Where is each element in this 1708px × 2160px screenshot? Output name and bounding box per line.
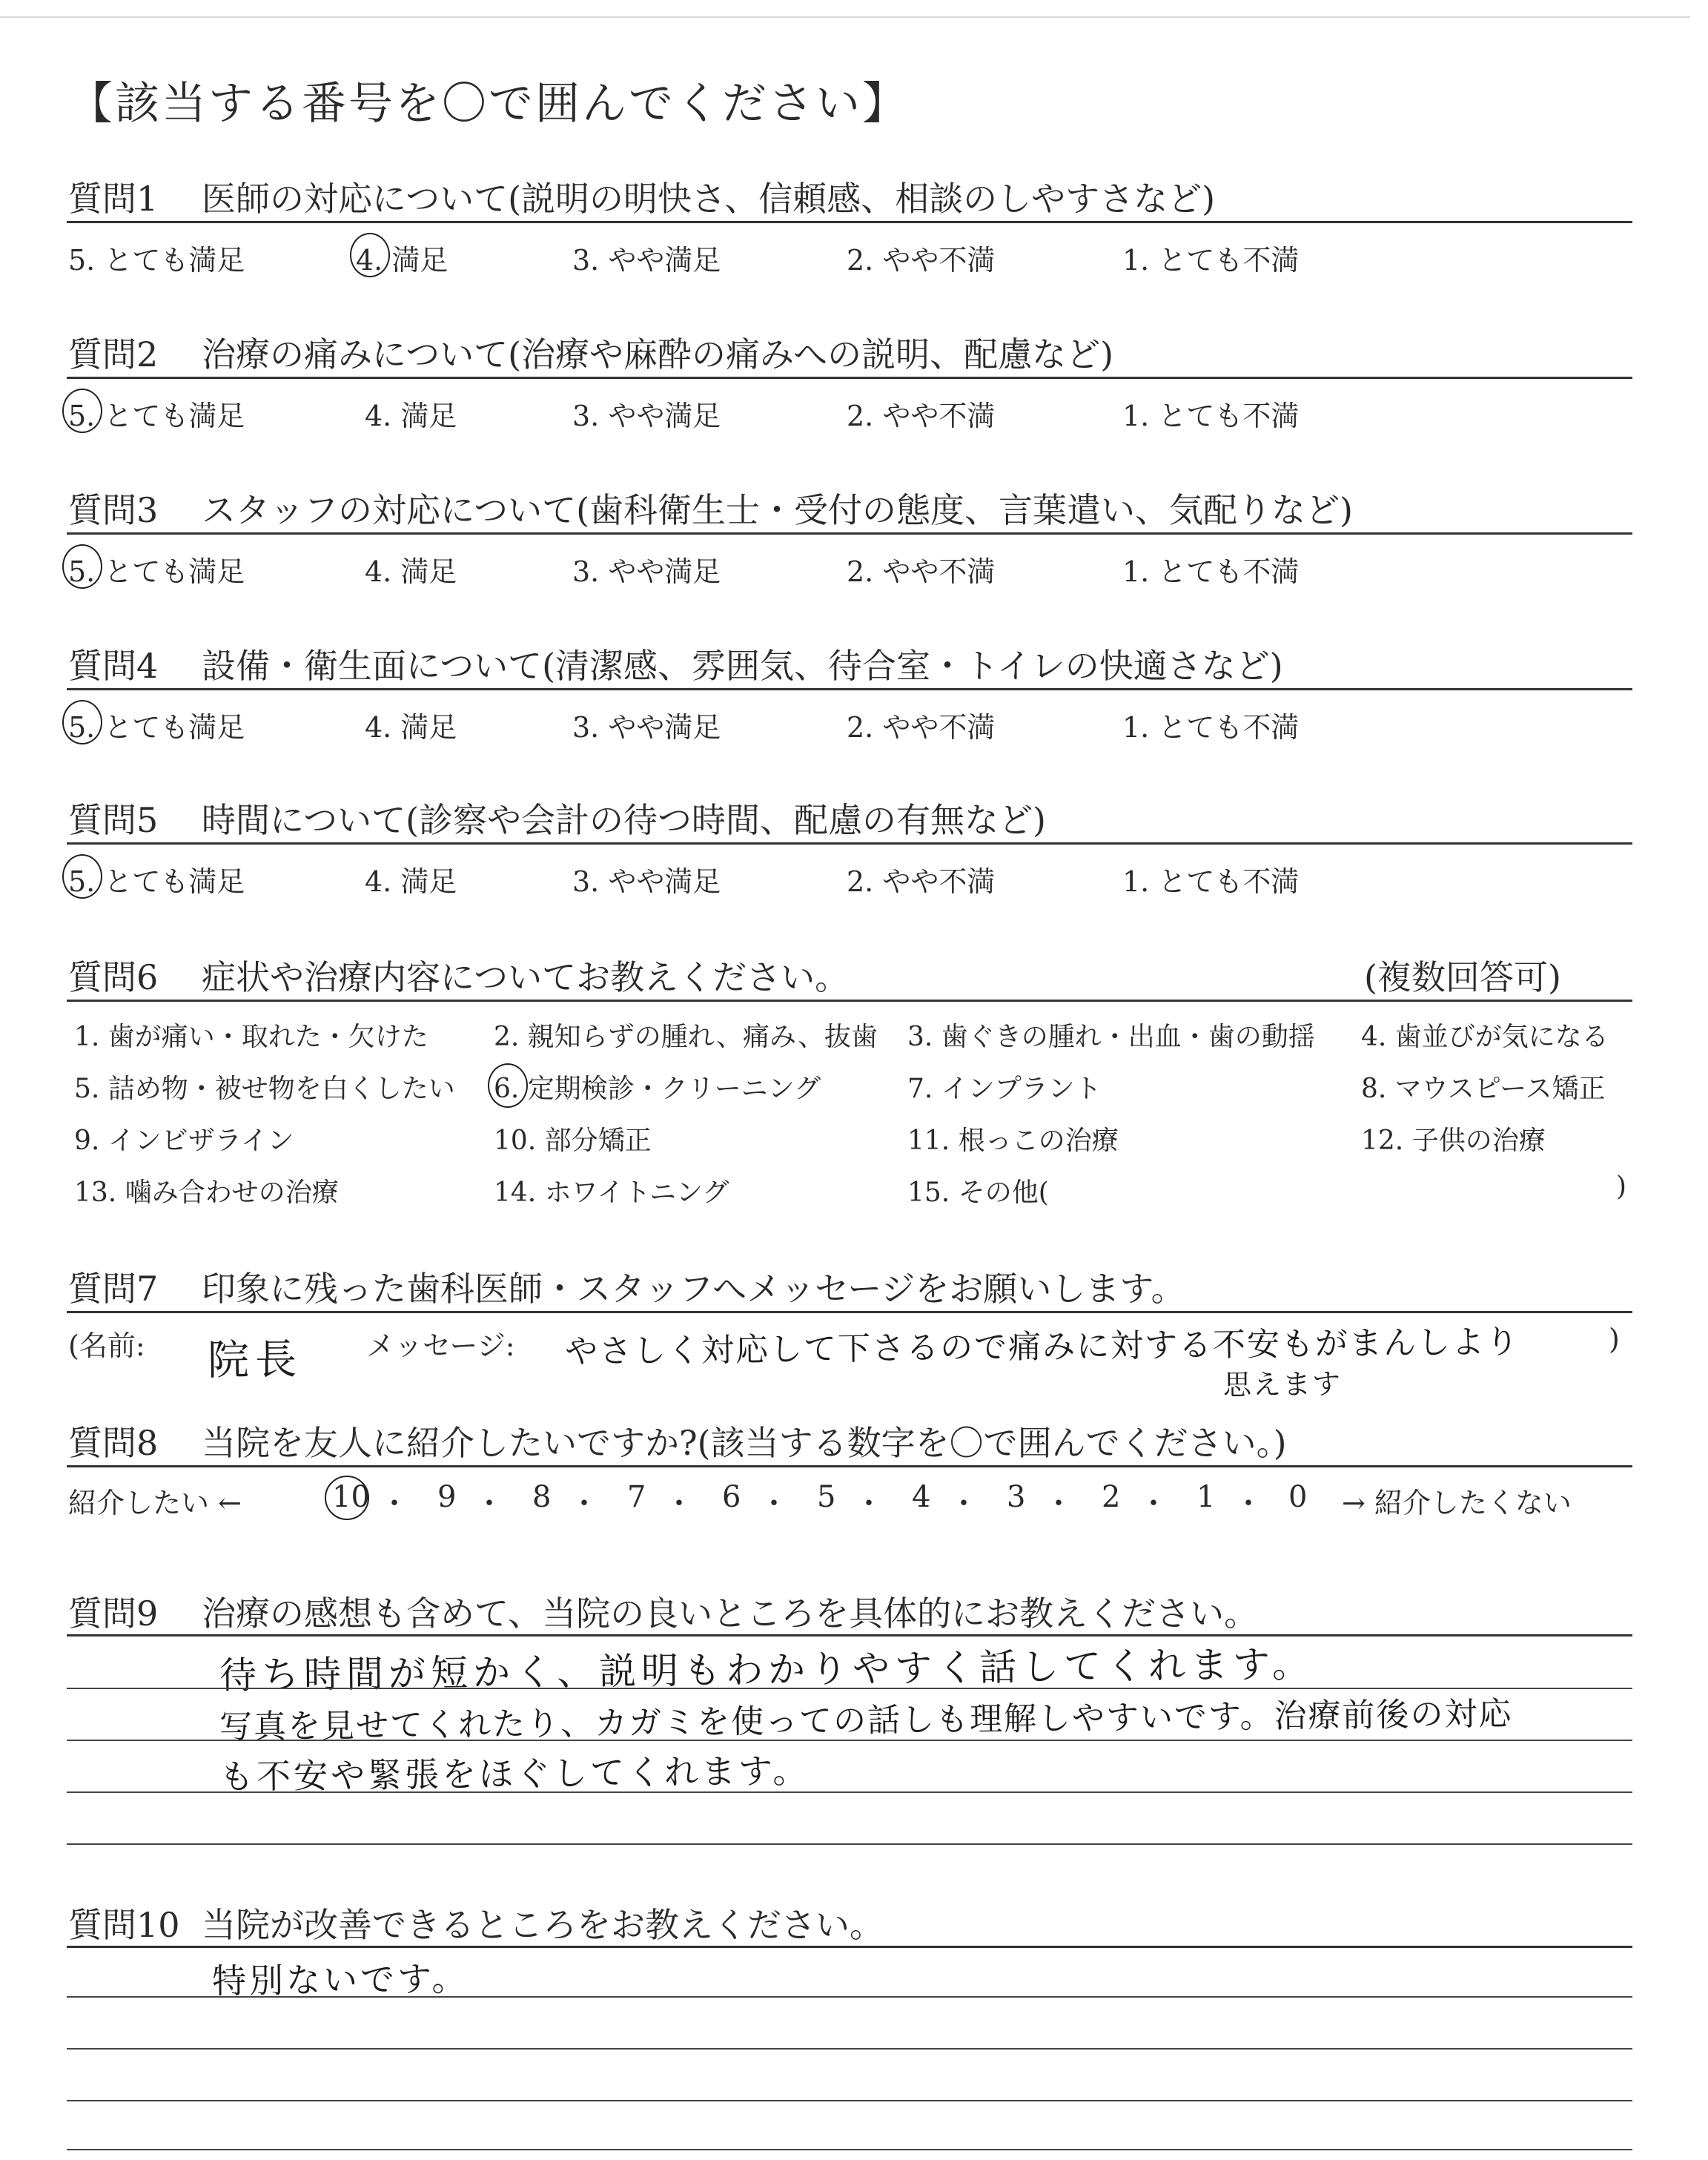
question-number: 質問6 [68,957,159,997]
question-4 [68,639,1283,688]
option-6-selected[interactable]: 6. 定期検診・クリーニング [494,1068,821,1106]
score-1[interactable]: 1 [1196,1480,1216,1514]
question-text: 時間について(診察や会計の待つ時間、配慮の有無など) [202,800,1046,840]
option-2[interactable]: 2. やや不満 [847,555,996,588]
option-10[interactable]: 10. 部分矯正 [494,1126,652,1156]
answer-line [67,1843,1632,1845]
divider [67,1000,1632,1002]
option-4[interactable]: 4. 歯並びが気になる [1361,1022,1609,1052]
question-text: 症状や治療内容についてお教えください。 [202,957,850,997]
option-12[interactable]: 12. 子供の治療 [1361,1126,1546,1156]
option-4[interactable]: 4. 満足 [365,400,457,432]
q9-answer-line-3[interactable]: も不安や緊張をほぐしてくれます。 [219,1750,810,1797]
divider [67,221,1632,223]
option-1[interactable]: 1. とても不満 [1122,555,1300,588]
question-number: 質問9 [68,1593,159,1634]
question-text: 当院を友人に紹介したいですか?(該当する数字を〇で囲んでください。) [202,1423,1287,1463]
form-title: 【該当する番号を〇で囲んでください】 [68,78,909,130]
option-15-close: ) [1616,1172,1627,1202]
divider [67,688,1632,690]
option-1[interactable]: 1. とても不満 [1122,865,1300,898]
question-9 [68,1587,1258,1636]
score-9[interactable]: 9 [437,1480,457,1514]
option-5-selected[interactable]: 5. とても満足 [68,704,245,745]
q9-answer-line-1[interactable]: 待ち時間が短かく、説明もわかりやすく話してくれます。 [219,1642,1315,1697]
recommend-right-label: → 紹介したくない [1342,1487,1572,1519]
message-label: メッセージ: [366,1330,515,1362]
question-number: 質問4 [68,646,159,686]
scan-edge [0,16,1690,18]
option-1[interactable]: 1. とても不満 [1122,244,1300,277]
option-1[interactable]: 1. とても不満 [1122,400,1300,432]
divider [67,842,1632,845]
option-1[interactable]: 1. とても不満 [1122,711,1300,744]
score-4[interactable]: 4 [912,1480,931,1514]
option-2[interactable]: 2. やや不満 [847,865,996,898]
q10-answer-line-1[interactable]: 特別ないです。 [211,1958,469,2001]
recommend-left-label: 紹介したい ← [68,1487,242,1519]
option-2[interactable]: 2. やや不満 [847,244,996,277]
option-2[interactable]: 2. 親知らずの腫れ、痛み、抜歯 [494,1022,878,1052]
question-text: 設備・衛生面について(清潔感、雰囲気、待合室・トイレの快適さなど) [202,646,1283,686]
question-number: 質問3 [68,490,159,530]
question-2 [68,328,1113,377]
option-5-selected[interactable]: 5. とても満足 [68,859,245,899]
option-8[interactable]: 8. マウスピース矯正 [1361,1074,1606,1104]
option-2[interactable]: 2. やや不満 [847,400,996,432]
divider [67,1465,1632,1467]
question-7 [68,1262,1185,1311]
question-number: 質問2 [68,334,159,374]
option-7[interactable]: 7. インプラント [907,1074,1102,1104]
score-2[interactable]: 2 [1102,1480,1121,1514]
answer-line [67,2100,1632,2101]
divider [67,1634,1632,1636]
question-text: 印象に残った歯科医師・スタッフへメッセージをお願いします。 [202,1269,1185,1309]
question-number: 質問7 [68,1269,159,1309]
option-2[interactable]: 2. やや不満 [847,711,996,744]
question-text: 治療の痛みについて(治療や麻酔の痛みへの説明、配慮など) [202,334,1114,374]
q9-answer-line-2[interactable]: 写真を見せてくれたり、カガミを使っての話しも理解しやすいです。治療前後の対応 [219,1694,1513,1747]
option-5-selected[interactable]: 5. とても満足 [68,393,245,434]
recommend-scale: 10 ・ 9 ・ 8 ・ 7 ・ 6 ・ 5 ・ 4 ・ 3 ・ 2 ・ 1 ・ 0 [332,1480,1308,1521]
score-10-selected[interactable]: 10 [332,1480,370,1514]
option-3[interactable]: 3. やや満足 [572,865,721,898]
option-4[interactable]: 4. 満足 [365,865,457,898]
answer-line [67,2149,1632,2150]
option-3[interactable]: 3. やや満足 [572,244,721,277]
question-text: 当院が改善できるところをお教えください。 [202,1905,884,1945]
message-handwritten[interactable]: やさしく対応して下さるので痛みに対する不安もがまんしより [564,1323,1520,1371]
divider [67,377,1632,379]
option-3[interactable]: 3. やや満足 [572,555,721,588]
option-5-selected[interactable]: 5. とても満足 [68,549,245,589]
divider [67,532,1632,535]
score-0[interactable]: 0 [1288,1480,1308,1514]
option-4[interactable]: 4. 満足 [365,711,457,744]
question-10 [68,1898,884,1947]
option-5[interactable]: 5. とても満足 [68,244,245,277]
option-4-selected[interactable]: 4. 満足 [356,237,448,278]
answer-line [67,1996,1632,1998]
answer-line [67,1740,1632,1741]
option-3[interactable]: 3. 歯ぐきの腫れ・出血・歯の動揺 [907,1022,1315,1052]
answer-line [67,2048,1632,2050]
question-6 [68,951,849,1000]
question-number: 質問8 [68,1423,159,1463]
option-13[interactable]: 13. 噛み合わせの治療 [74,1178,339,1208]
divider [67,1311,1632,1313]
q6-options [74,1016,1638,1231]
name-label: (名前: [68,1330,145,1362]
score-3[interactable]: 3 [1007,1480,1026,1514]
divider [67,1946,1632,1948]
question-1 [68,172,1215,221]
option-4[interactable]: 4. 満足 [365,555,457,588]
option-15[interactable]: 15. その他( [907,1178,1049,1208]
question-8 [68,1416,1287,1465]
option-3[interactable]: 3. やや満足 [572,711,721,744]
score-8[interactable]: 8 [532,1480,552,1514]
option-3[interactable]: 3. やや満足 [572,400,721,432]
option-14[interactable]: 14. ホワイトニング [494,1178,729,1208]
question-text: 治療の感想も含めて、当院の良いところを具体的にお教えください。 [202,1593,1259,1634]
question-3 [68,483,1353,532]
message-close: ) [1609,1323,1620,1355]
option-9[interactable]: 9. インビザライン [74,1126,294,1156]
answer-line [67,1791,1632,1793]
option-5[interactable]: 5. 詰め物・被せ物を白くしたい [74,1074,455,1104]
score-7[interactable]: 7 [627,1480,646,1514]
score-6[interactable]: 6 [722,1480,741,1514]
question-number: 質問5 [68,800,159,840]
question-5 [68,793,1046,842]
name-handwritten[interactable]: 院長 [207,1335,303,1385]
message-handwritten-line2[interactable]: 思えます [1222,1367,1343,1401]
question-number: 質問1 [68,179,159,219]
question-text: スタッフの対応について(歯科衛生士・受付の態度、言葉遣い、気配りなど) [202,490,1353,530]
question-number: 質問10 [68,1905,180,1945]
option-11[interactable]: 11. 根っこの治療 [907,1126,1119,1156]
option-1[interactable]: 1. 歯が痛い・取れた・欠けた [74,1022,428,1052]
score-5[interactable]: 5 [817,1480,836,1514]
question-text: 医師の対応について(説明の明快さ、信頼感、相談のしやすさなど) [202,179,1216,219]
multiple-answers-note: (複数回答可) [1364,957,1561,997]
